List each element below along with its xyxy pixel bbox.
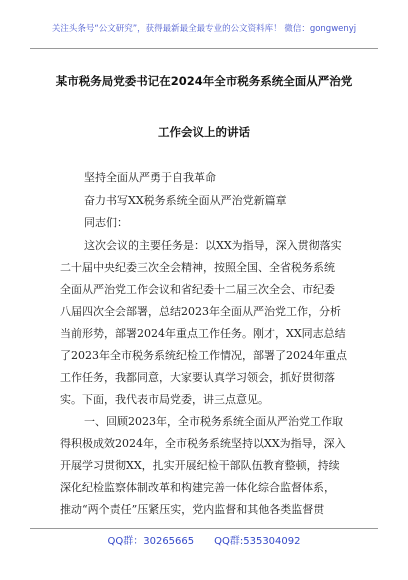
header-note: 关注头条号“公文研究”，获得最新最全最专业的公文资料库！ 微信：gongwenyj xyxy=(51,24,357,34)
footer-qq-group-1: QQ群：30265665 xyxy=(107,536,195,547)
body-line: 了2023年全市税务系统纪检工作情况，部署了2024年重点 xyxy=(60,349,347,362)
body-line: 八届四次全会部署，总结2023年全面从严治党工作，分析 xyxy=(60,305,341,318)
footer-divider xyxy=(30,528,378,529)
document-title-line-1: 某市税务局党委书记在2024年全市税务系统全面从严治党 xyxy=(55,74,353,88)
body-line: 开展学习贯彻XX，扎实开展纪检干部队伍教育整顿，持续 xyxy=(60,459,340,472)
body-line: 二十届中央纪委三次全会精神，按照全国、全省税务系统 xyxy=(60,261,335,274)
document-title-line-2: 工作会议上的讲话 xyxy=(158,125,250,139)
salutation: 同志们： xyxy=(84,216,128,229)
header-divider xyxy=(30,48,378,49)
footer-qq-group-2: QQ群:535304092 xyxy=(214,536,301,547)
body-line: 实。下面，我代表市局党委，讲三点意见。 xyxy=(60,393,269,406)
body-line: 得积极成效2024年，全市税务系统坚持以XX为指导，深入 xyxy=(60,437,346,450)
subtitle-2: 奋力书写XX税务系统全面从严治党新篇章 xyxy=(84,194,287,207)
body-line: 工作任务，我都同意，大家要认真学习领会，抓好贯彻落 xyxy=(60,371,335,384)
subtitle-1: 坚持全面从严勇于自我革命 xyxy=(84,171,216,184)
body-line: 深化纪检监察体制改革和构建完善一体化综合监督体系， xyxy=(60,481,335,494)
body-line: 一、回顾2023年，全市税务系统全面从严治党工作取 xyxy=(84,415,343,428)
body-line: 全面从严治党工作会议和省纪委十二届三次全会、市纪委 xyxy=(60,283,335,296)
body-line: 这次会议的主要任务是：以XX为指导，深入贯彻落实 xyxy=(84,239,342,252)
footer-contacts xyxy=(0,532,408,547)
body-line: 当前形势，部署2024年重点工作任务。刚才，XX同志总结 xyxy=(60,327,346,340)
body-line: 推动“两个责任”压紧压实，党内监督和其他各类监督贯 xyxy=(60,503,325,516)
